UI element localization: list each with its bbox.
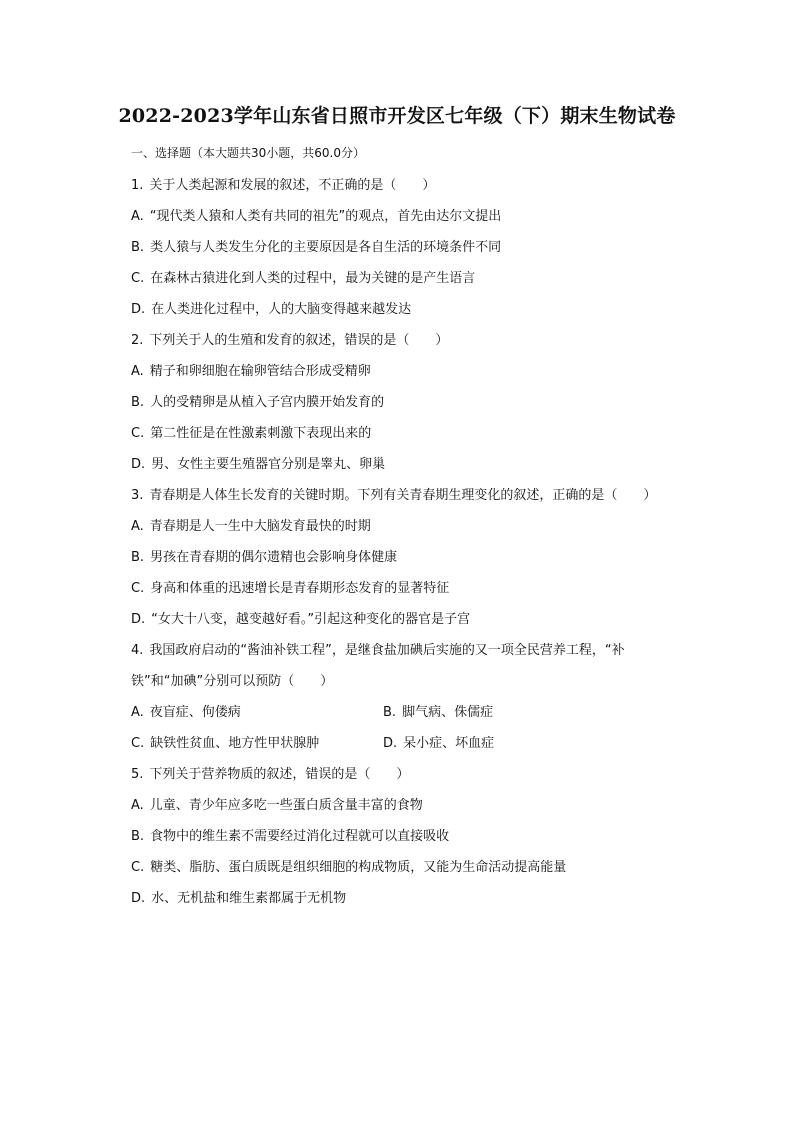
option-label: B. [131, 550, 145, 565]
option-text: “现代类人猿和人类有共同的祖先”的观点，首先由达尔文提出 [149, 209, 502, 224]
question-text: 我国政府启动的“酱油补铁工程”，是继食盐加碘后实施的又一项全民营养工程，“补 [149, 643, 625, 658]
option-text: 第二性征是在性激素刺激下表现出来的 [150, 426, 372, 441]
option-text: 水、无机盐和维生素都属于无机物 [151, 891, 347, 906]
option-text: 呆小症、坏血症 [403, 736, 495, 751]
question-number: 5. [131, 767, 144, 782]
question-3-stem [131, 487, 701, 518]
option-label: A. [131, 705, 144, 720]
question-number: 1. [131, 178, 144, 193]
option-label: D. [131, 891, 146, 906]
question-text: 关于人类起源和发展的叙述，不正确的是（ ） [149, 178, 436, 193]
question-1-option-b [131, 239, 701, 270]
option-text: 儿童、青少年应多吃一些蛋白质含量丰富的食物 [149, 798, 423, 813]
option-text: 食物中的维生素不需要经过消化过程就可以直接吸收 [150, 829, 450, 844]
question-4-option-d [383, 735, 635, 766]
question-1-option-a [131, 208, 701, 239]
option-text: 类人猿与人类发生分化的主要原因是各自生活的环境条件不同 [150, 240, 502, 255]
question-number: 2. [131, 333, 144, 348]
question-4-options-row-1 [131, 704, 701, 735]
question-3-option-b [131, 549, 701, 580]
question-list [131, 177, 701, 921]
option-text: 人的受精卵是从植入子宫内膜开始发育的 [150, 395, 385, 410]
question-1-option-d [131, 301, 701, 332]
option-label: D. [383, 736, 398, 751]
question-2-option-d [131, 456, 701, 487]
option-text: 糖类、脂肪、蛋白质既是组织细胞的构成物质，又能为生命活动提高能量 [150, 860, 567, 875]
question-text: 下列关于人的生殖和发育的叙述，错误的是（ ） [149, 333, 449, 348]
option-label: D. [131, 612, 146, 627]
question-1-stem [131, 177, 701, 208]
option-text: 身高和体重的迅速增长是青春期形态发育的显著特征 [150, 581, 450, 596]
option-label: A. [131, 798, 144, 813]
question-4-stem-line-2: 铁”和“加碘”分别可以预防（ ） [131, 674, 334, 689]
option-label: B. [383, 705, 397, 720]
option-label: C. [131, 271, 145, 286]
question-5-stem [131, 766, 701, 797]
option-text: 脚气病、侏儒症 [402, 705, 494, 720]
question-5-option-a [131, 797, 701, 828]
option-label: A. [131, 364, 144, 379]
section-heading: 一、选择题（本大题共30小题，共60.0分） [131, 146, 365, 160]
option-label: D. [131, 302, 146, 317]
option-text: 青春期是人一生中大脑发育最快的时期 [149, 519, 371, 534]
option-label: B. [131, 829, 145, 844]
option-label: C. [131, 581, 145, 596]
option-label: B. [131, 240, 145, 255]
question-4-option-a [131, 704, 383, 735]
question-3-option-a [131, 518, 701, 549]
option-text: 夜盲症、佝偻病 [149, 705, 241, 720]
question-text: 下列关于营养物质的叙述，错误的是（ ） [149, 767, 410, 782]
question-2-option-c [131, 425, 701, 456]
question-5-option-c [131, 859, 701, 890]
question-3-option-d [131, 611, 701, 642]
option-label: C. [131, 426, 145, 441]
option-text: 男孩在青春期的偶尔遗精也会影响身体健康 [150, 550, 398, 565]
option-text: 男、女性主要生殖器官分别是睾丸、卵巢 [151, 457, 386, 472]
question-4-option-b [383, 704, 635, 735]
option-text: 缺铁性贫血、地方性甲状腺肿 [150, 736, 320, 751]
option-text: 精子和卵细胞在输卵管结合形成受精卵 [149, 364, 371, 379]
option-label: C. [131, 860, 145, 875]
option-label: A. [131, 209, 144, 224]
question-text: 青春期是人体生长发育的关键时期。下列有关青春期生理变化的叙述，正确的是（ ） [149, 488, 657, 503]
question-2-stem [131, 332, 701, 363]
question-number: 3. [131, 488, 144, 503]
option-label: D. [131, 457, 146, 472]
option-label: A. [131, 519, 144, 534]
question-2-option-a [131, 363, 701, 394]
question-5-option-d [131, 890, 701, 921]
option-text: 在森林古猿进化到人类的过程中，最为关键的是产生语言 [150, 271, 476, 286]
question-number: 4. [131, 643, 144, 658]
question-4-option-c [131, 735, 383, 766]
question-4-stem-line-1 [131, 642, 701, 673]
page-title: 2022-2023学年山东省日照市开发区七年级（下）期末生物试卷 [118, 105, 676, 127]
option-text: 在人类进化过程中，人的大脑变得越来越发达 [151, 302, 412, 317]
option-label: C. [131, 736, 145, 751]
question-4-options-row-2 [131, 735, 701, 766]
option-text: “女大十八变，越变越好看。”引起这种变化的器官是子宫 [151, 612, 471, 627]
question-5-option-b [131, 828, 701, 859]
option-label: B. [131, 395, 145, 410]
question-1-option-c [131, 270, 701, 301]
question-3-option-c [131, 580, 701, 611]
question-2-option-b [131, 394, 701, 425]
